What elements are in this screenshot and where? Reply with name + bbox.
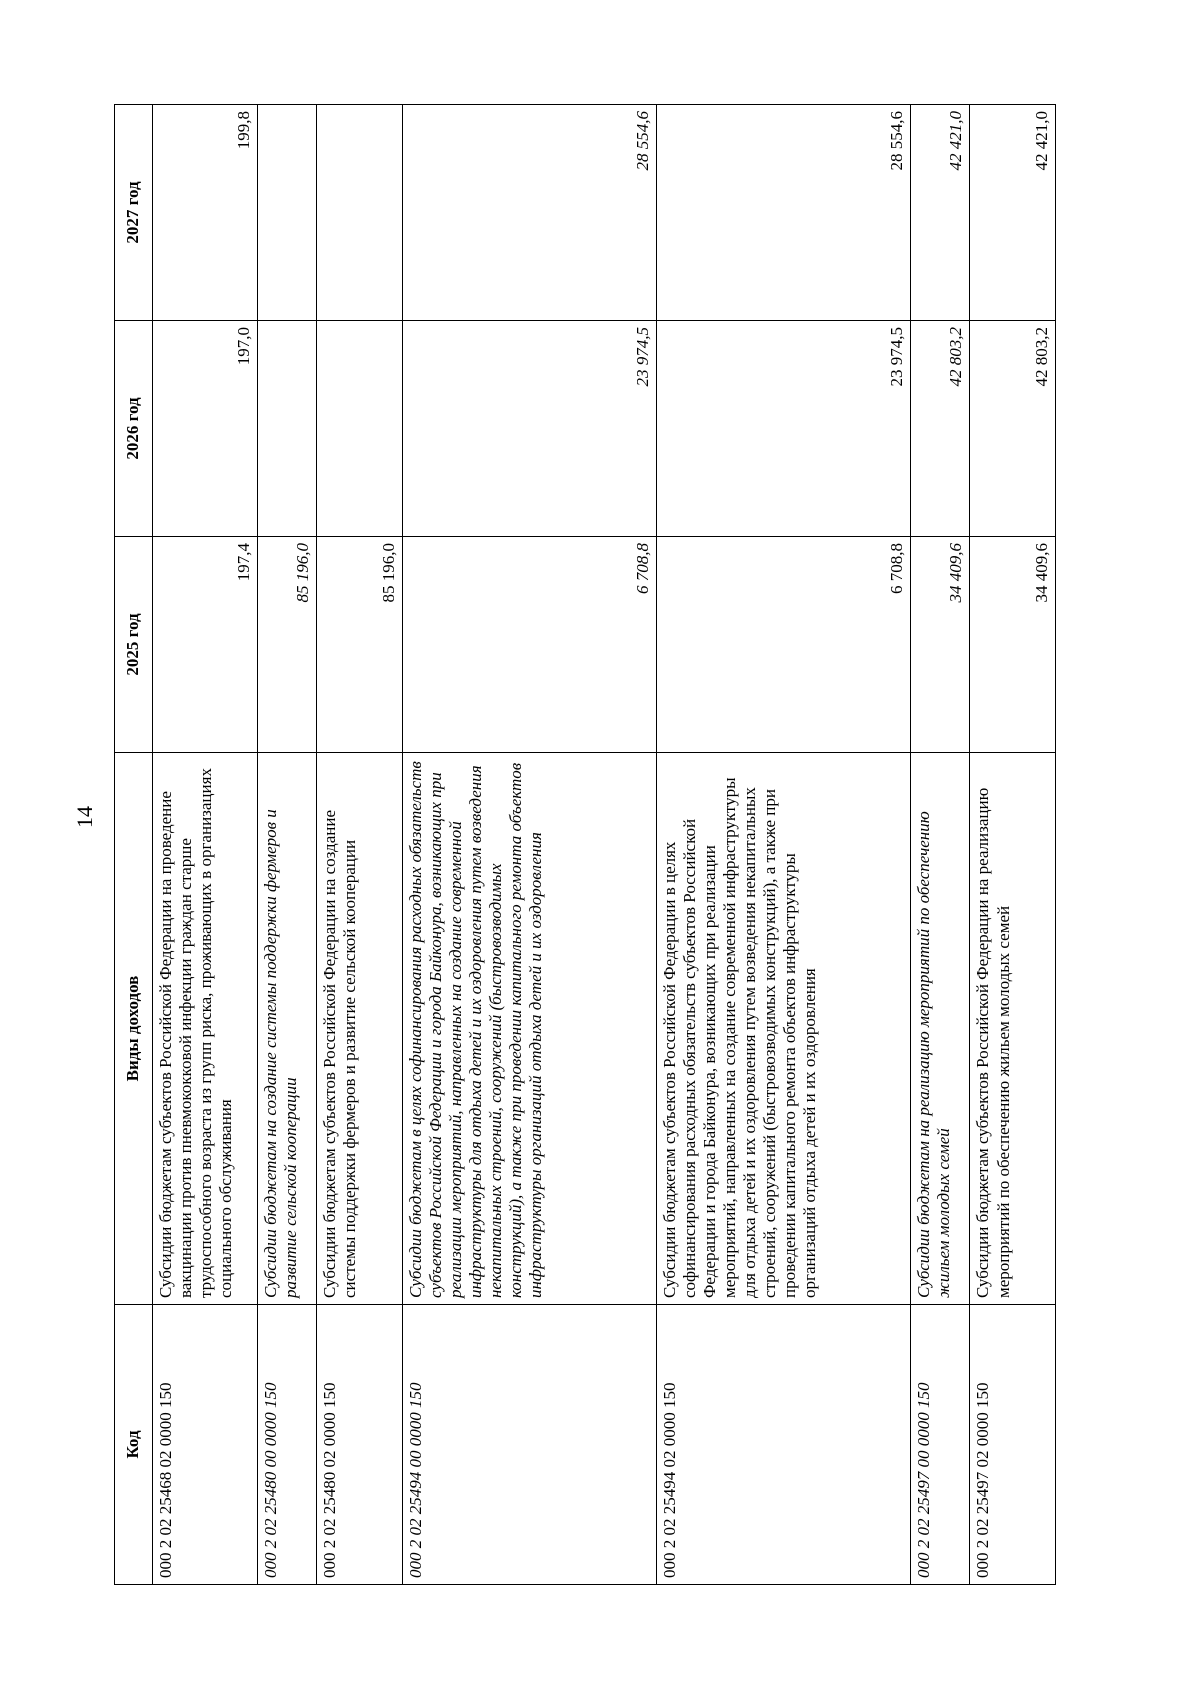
table-row (153, 105, 258, 1585)
row-value-2027 (317, 105, 402, 321)
row-code: 000 2 02 25480 00 0000 150 (258, 1305, 317, 1585)
row-value-2025: 6 708,8 (657, 537, 911, 753)
header-code: Код (115, 1305, 153, 1585)
row-value-2025: 6 708,8 (402, 537, 656, 753)
row-description: Субсидии бюджетам в целях софинансирования расходных обязательств субъектов Российской Федерации и города Байконура, возникающих при реализации мероприятий, направленных на создание современной инфраструктуры для отдыха детей и их оздоровления путем возведения некапитальных строений, сооружений (быстровозводимых конструкций), а также при проведении капитального ремонта объектов инфраструктуры организаций отдыха детей и их оздоровления (402, 753, 656, 1305)
table-row (258, 105, 317, 1585)
row-value-2025: 197,4 (153, 537, 258, 753)
row-code: 000 2 02 25494 00 0000 150 (402, 1305, 656, 1585)
header-year-2026: 2026 год (115, 321, 153, 537)
row-value-2026: 23 974,5 (657, 321, 911, 537)
table-row (657, 105, 911, 1585)
row-value-2027: 28 554,6 (402, 105, 656, 321)
table-header-row (115, 105, 153, 1585)
row-value-2025: 34 409,6 (970, 537, 1056, 753)
header-year-2027: 2027 год (115, 105, 153, 321)
table-row (970, 105, 1056, 1585)
row-value-2027: 42 421,0 (970, 105, 1056, 321)
row-description: Субсидии бюджетам субъектов Российской Федерации в целях софинансирования расходных обязательств субъектов Российской Федерации и города Байконура, возникающих при реализации мероприятий, направленных на создание современной инфраструктуры для отдыха детей и их оздоровления путем возведения некапитальных строений, сооружений (быстровозводимых конструкций), а также при проведении капитального ремонта объектов инфраструктуры организаций отдыха детей и их оздоровления (657, 753, 911, 1305)
row-code: 000 2 02 25480 02 0000 150 (317, 1305, 402, 1585)
row-description: Субсидии бюджетам на создание системы поддержки фермеров и развитие сельской кооперации (258, 753, 317, 1305)
row-value-2026: 197,0 (153, 321, 258, 537)
row-code: 000 2 02 25468 02 0000 150 (153, 1305, 258, 1585)
table-row (317, 105, 402, 1585)
header-year-2025: 2025 год (115, 537, 153, 753)
row-description: Субсидии бюджетам субъектов Российской Федерации на создание системы поддержки фермеров и развитие сельской кооперации (317, 753, 402, 1305)
row-code: 000 2 02 25497 00 0000 150 (911, 1305, 970, 1585)
table-row (402, 105, 656, 1585)
row-value-2025: 85 196,0 (317, 537, 402, 753)
table-row (911, 105, 970, 1585)
row-value-2027 (258, 105, 317, 321)
row-value-2025: 85 196,0 (258, 537, 317, 753)
row-value-2027: 42 421,0 (911, 105, 970, 321)
row-description: Субсидии бюджетам на реализацию мероприятий по обеспечению жильем молодых семей (911, 753, 970, 1305)
rotated-page-content (114, 105, 1056, 1585)
row-description: Субсидии бюджетам субъектов Российской Федерации на проведение вакцинации против пневмококковой инфекции граждан старше трудоспособного возраста из групп риска, проживающих в организациях социального обслуживания (153, 753, 258, 1305)
row-value-2026: 42 803,2 (970, 321, 1056, 537)
row-code: 000 2 02 25494 02 0000 150 (657, 1305, 911, 1585)
row-code: 000 2 02 25497 02 0000 150 (970, 1305, 1056, 1585)
row-value-2026: 42 803,2 (911, 321, 970, 537)
header-revenue-type: Виды доходов (115, 753, 153, 1305)
row-description: Субсидии бюджетам субъектов Российской Федерации на реализацию мероприятий по обеспечению жильем молодых семей (970, 753, 1056, 1305)
row-value-2026 (258, 321, 317, 537)
row-value-2026: 23 974,5 (402, 321, 656, 537)
row-value-2027: 199,8 (153, 105, 258, 321)
row-value-2027: 28 554,6 (657, 105, 911, 321)
row-value-2025: 34 409,6 (911, 537, 970, 753)
revenue-table (114, 104, 1056, 1585)
row-value-2026 (317, 321, 402, 537)
page-number: 14 (72, 806, 97, 828)
